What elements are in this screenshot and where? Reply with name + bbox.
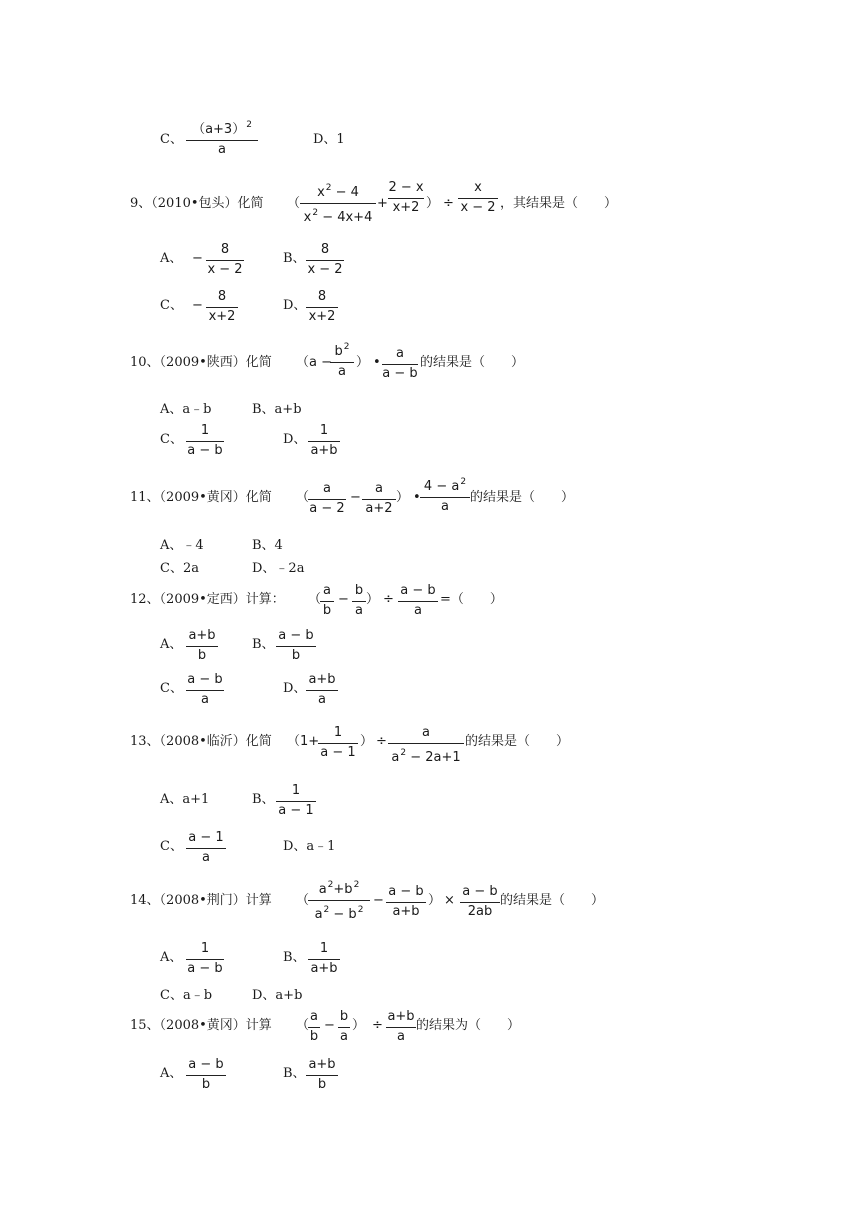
option-a-fraction: a+b b: [186, 628, 218, 664]
question-13-suffix: 的结果是（ ）: [465, 734, 570, 749]
option-d-label: D、: [283, 432, 307, 447]
option-a-fraction: 8 x − 2: [207, 242, 243, 277]
option-b-label: B、: [283, 950, 306, 965]
option-c-label: C、: [160, 298, 183, 313]
option-b-fraction: 8 x − 2: [307, 242, 343, 277]
option-c-fraction: $(a+3)^2$ a: [186, 117, 258, 158]
fraction: a $a^2 - 2a+1$: [388, 725, 464, 766]
option-a: A、﹣4: [160, 538, 204, 553]
option-c-fraction: a − 1 a: [186, 830, 226, 866]
question-15-prefix: 15、（2008•黄冈）计算: [130, 1018, 272, 1033]
option-d-label: D、: [283, 681, 307, 696]
fraction: a − b a+b: [386, 884, 426, 920]
question-10-suffix: 的结果是（ ）: [420, 355, 525, 370]
fraction: $b^2$ a: [330, 339, 354, 380]
option-a-label: A、: [160, 637, 183, 652]
option-a-fraction: a − b b: [186, 1057, 226, 1093]
option-c-label: C、: [160, 132, 183, 147]
option-b-fraction: a − b b: [276, 628, 316, 664]
fraction: a a − b: [382, 346, 418, 381]
option-b-fraction: 1 a − 1: [276, 783, 316, 819]
question-12-suffix: =（ ）: [440, 592, 503, 607]
option-c-fraction: 8 x+2: [206, 289, 238, 325]
question-11-prefix: 11、（2009•黄冈）化简: [130, 490, 272, 505]
question-9-prefix: 9、（2010•包头）化简: [130, 196, 264, 211]
option-a: A、a+1: [160, 792, 210, 807]
fraction: x x − 2: [458, 180, 498, 216]
fraction: a a+2: [362, 481, 396, 517]
fraction: $x^2 - 4$ $x^2 - 4x+4$: [300, 180, 376, 226]
option-c: C、a﹣b: [160, 988, 213, 1003]
option-a-label: A、: [160, 251, 183, 266]
question-12-prefix: 12、（2009•定西）计算：: [130, 592, 285, 607]
option-a-fraction: 1 a − b: [187, 941, 223, 976]
option-b-fraction: a+b b: [306, 1057, 338, 1093]
option-b-label: B、: [252, 792, 275, 807]
option-d-fraction: a+b a: [306, 672, 338, 708]
option-d-label: D、: [283, 298, 307, 313]
fraction: 1 a − 1: [318, 725, 358, 761]
fraction: b a: [352, 583, 366, 619]
option-a-label: A、: [160, 1066, 183, 1081]
option-c-fraction: 1 a − b: [187, 423, 223, 458]
option-c-label: C、: [160, 432, 183, 447]
option-d-fraction: 8 x+2: [306, 289, 338, 325]
fraction: b a: [339, 1009, 349, 1044]
fraction: $a^2+b^2$ $a^2 - b^2$: [308, 877, 370, 923]
question-14-suffix: 的结果是（ ）: [500, 893, 605, 908]
option-a: A、a﹣b: [160, 402, 212, 417]
option-b-label: B、: [283, 1066, 306, 1081]
question-10-prefix: 10、（2009•陕西）化简: [130, 355, 272, 370]
option-d: D、a+b: [252, 988, 303, 1003]
option-d: D、1: [313, 132, 345, 147]
question-14-prefix: 14、（2008•荆门）计算: [130, 893, 272, 908]
option-b-label: B、: [252, 637, 275, 652]
fraction: a a − 2: [309, 481, 345, 516]
question-15-suffix: 的结果为（ ）: [416, 1018, 521, 1033]
question-9-suffix: ，其结果是（ ）: [500, 196, 618, 211]
option-d-fraction: 1 a+b: [308, 423, 340, 459]
option-c-label: C、: [160, 681, 183, 696]
option-b-fraction: 1 a+b: [308, 941, 340, 977]
fraction: 2 − x x+2: [388, 180, 424, 215]
fraction: $4 - a^2$ a: [420, 474, 470, 515]
fraction: a − b a: [398, 583, 438, 619]
option-d: D、﹣2a: [252, 561, 305, 576]
option-b: B、a+b: [252, 402, 302, 417]
option-a-label: A、: [160, 950, 183, 965]
fraction: a b: [309, 1009, 319, 1044]
question-11-suffix: 的结果是（ ）: [470, 490, 575, 505]
fraction: a b: [320, 583, 334, 619]
option-c: C、2a: [160, 561, 199, 576]
option-c-label: C、: [160, 839, 183, 854]
option-c-fraction: a − b a: [187, 672, 223, 707]
fraction: a+b a: [387, 1009, 415, 1044]
option-d: D、a﹣1: [283, 839, 336, 854]
fraction: a − b 2ab: [460, 884, 500, 920]
option-b-label: B、: [283, 251, 306, 266]
question-13-prefix: 13、（2008•临沂）化简: [130, 734, 272, 749]
option-b: B、4: [252, 538, 283, 553]
